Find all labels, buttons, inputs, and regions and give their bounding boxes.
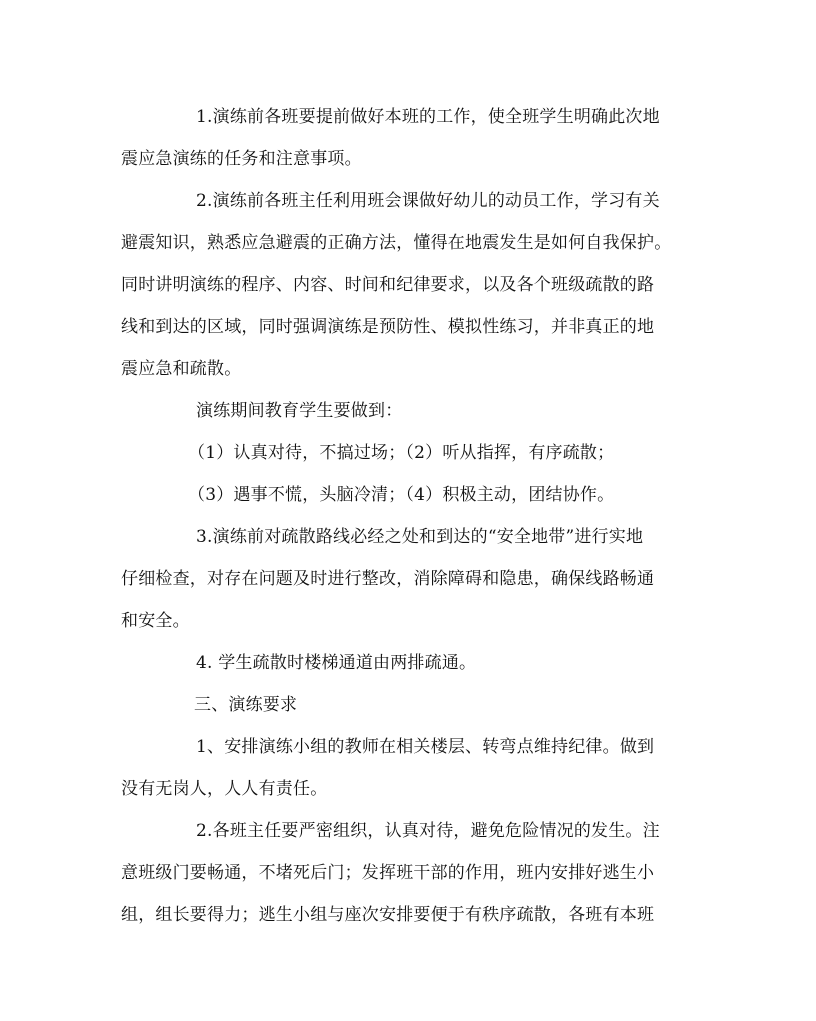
paragraph-8-line-1: 1、安排演练小组的教师在相关楼层、转弯点维持纪律。做到 xyxy=(196,737,655,757)
paragraph-2-line-1: 2.演练前各班主任利用班会课做好幼儿的动员工作，学习有关 xyxy=(196,191,660,211)
paragraph-2-line-5: 震应急和疏散。 xyxy=(121,359,242,379)
section-heading: 三、演练要求 xyxy=(194,695,298,715)
paragraph-9-line-2: 意班级门要畅通，不堵死后门；发挥班干部的作用，班内安排好逃生小 xyxy=(121,863,655,883)
paragraph-6-line-2: 仔细检查，对存在问题及时进行整改，消除障碍和隐患，确保线路畅通 xyxy=(121,569,655,589)
paragraph-1-line-2: 震应急演练的任务和注意事项。 xyxy=(121,149,362,169)
paragraph-9-line-3: 组，组长要得力；逃生小组与座次安排要便于有秩序疏散，各班有本班 xyxy=(121,905,655,925)
paragraph-7-line-1: 4. 学生疏散时楼梯通道由两排疏通。 xyxy=(196,653,477,673)
paragraph-8-line-2: 没有无岗人，人人有责任。 xyxy=(121,779,328,799)
paragraph-1-line-1: 1.演练前各班要提前做好本班的工作，使全班学生明确此次地 xyxy=(196,107,660,127)
paragraph-6-line-1: 3.演练前对疏散路线必经之处和到达的“安全地带”进行实地 xyxy=(196,527,644,547)
paragraph-6-line-3: 和安全。 xyxy=(121,611,190,631)
paragraph-2-line-4: 线和到达的区域，同时强调演练是预防性、模拟性练习，并非真正的地 xyxy=(121,317,655,337)
paragraph-2-line-2: 避震知识，熟悉应急避震的正确方法，懂得在地震发生是如何自我保护。 xyxy=(121,233,672,253)
paragraph-2-line-3: 同时讲明演练的程序、内容、时间和纪律要求，以及各个班级疏散的路 xyxy=(121,275,655,295)
paragraph-5-line-1: （3）遇事不慌，头脑冷清；（4）积极主动，团结协作。 xyxy=(188,485,615,505)
paragraph-3-line-1: 演练期间教育学生要做到： xyxy=(196,401,403,421)
paragraph-9-line-1: 2.各班主任要严密组织，认真对待，避免危险情况的发生。注 xyxy=(196,821,660,841)
paragraph-4-line-1: （1）认真对待，不搞过场；（2）听从指挥，有序疏散； xyxy=(188,443,615,463)
